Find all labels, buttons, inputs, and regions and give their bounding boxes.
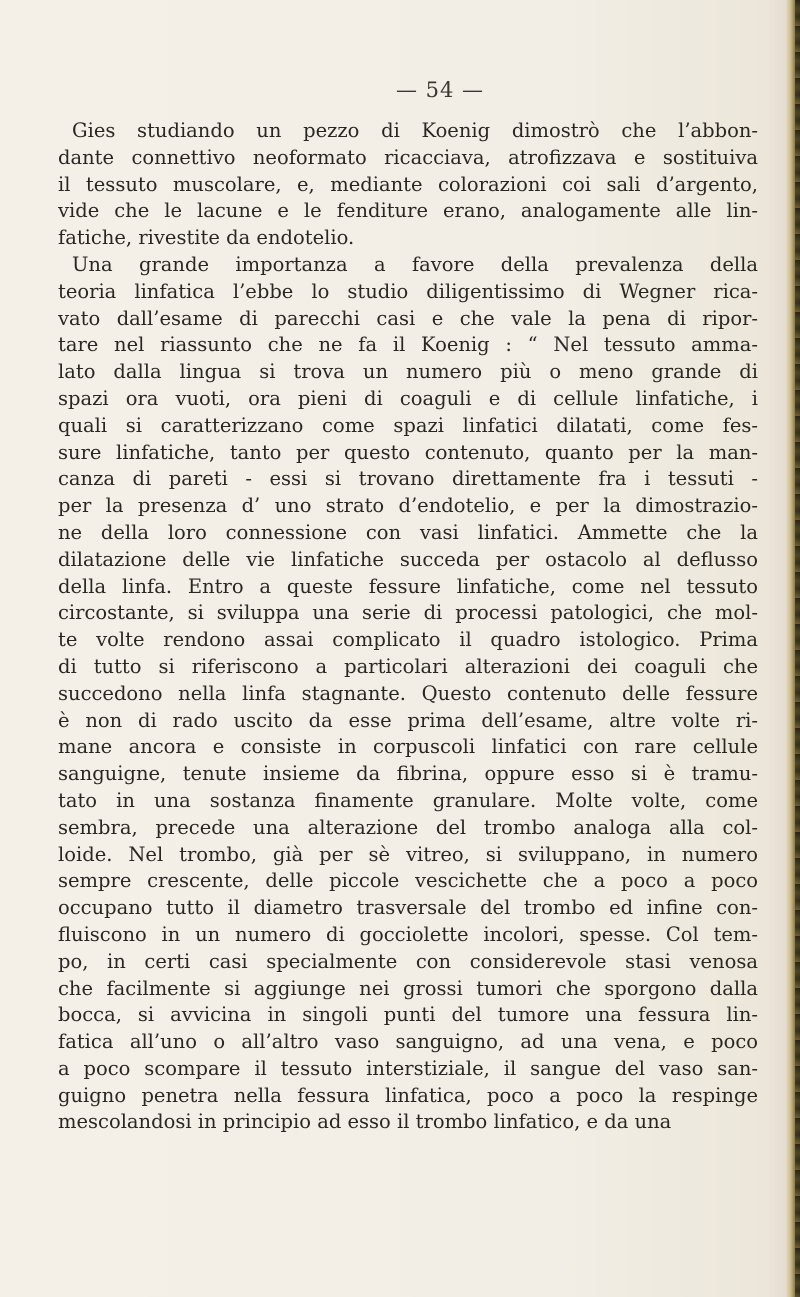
text-line: ne della loro connessione con vasi linfatici. Ammette che la <box>58 520 758 544</box>
text-line: per la presenza d’ uno strato d’endotelio, e per la dimostrazio- <box>58 494 758 518</box>
text-line: fatiche, rivestite da endotelio. <box>58 226 355 250</box>
text-line: dante connettivo neoformato ricacciava, atrofizzava e sostituiva <box>58 145 758 169</box>
text-line: quali si caratterizzano come spazi linfatici dilatati, come fes- <box>58 413 758 437</box>
text-line: teoria linfatica l’ebbe lo studio diligentissimo di Wegner rica- <box>58 279 758 303</box>
text-line: mescolandosi in principio ad esso il trombo linfatico, e da una <box>58 1110 672 1134</box>
text-line: vide che le lacune e le fenditure erano, analogamente alle lin- <box>58 199 758 223</box>
text-line: dilatazione delle vie linfatiche succeda per ostacolo al deflusso <box>58 547 758 571</box>
text-line: sure linfatiche, tanto per questo contenuto, quanto per la man- <box>58 440 758 464</box>
text-line: Gies studiando un pezzo di Koenig dimostrò che l’abbon- <box>72 119 758 142</box>
text-line: fatica all’uno o all’altro vaso sanguigno, ad una vena, e poco <box>58 1030 758 1054</box>
text-line: fluiscono in un numero di gocciolette incolori, spesse. Col tem- <box>58 922 758 946</box>
body-text <box>58 118 758 1136</box>
text-line: mane ancora e consiste in corpuscoli linfatici con rare cellule <box>58 735 758 759</box>
text-line: di tutto si riferiscono a particolari alterazioni dei coaguli che <box>58 654 758 678</box>
text-line: sanguigne, tenute insieme da fibrina, oppure esso si è tramu- <box>58 762 758 786</box>
text-line: vato dall’esame di parecchi casi e che vale la pena di ripor- <box>58 306 758 330</box>
text-line: sembra, precede una alterazione del trombo analoga alla col- <box>58 815 758 839</box>
text-line: della linfa. Entro a queste fessure linfatiche, come nel tessuto <box>58 574 758 598</box>
text-line: spazi ora vuoti, ora pieni di coaguli e di cellule linfatiche, i <box>58 386 758 410</box>
page-number: — 54 — <box>395 78 485 102</box>
text-line: canza di pareti - essi si trovano direttamente fra i tessuti - <box>58 467 758 491</box>
text-line: che facilmente si aggiunge nei grossi tumori che sporgono dalla <box>58 976 758 1000</box>
text-line: è non di rado uscito da esse prima dell’esame, altre volte ri- <box>58 708 758 732</box>
text-line: guigno penetra nella fessura linfatica, poco a poco la respinge <box>58 1083 758 1107</box>
text-line: tato in una sostanza finamente granulare. Molte volte, come <box>58 788 758 812</box>
text-line: lato dalla lingua si trova un numero più o meno grande di <box>58 360 758 384</box>
text-line: occupano tutto il diametro trasversale del trombo ed infine con- <box>58 896 758 920</box>
text-line: succedono nella linfa stagnante. Questo contenuto delle fessure <box>58 681 758 705</box>
text-line: te volte rendono assai complicato il quadro istologico. Prima <box>58 628 758 652</box>
text-line: il tessuto muscolare, e, mediante colorazioni coi sali d’argento, <box>58 172 758 196</box>
text-line: circostante, si sviluppa una serie di processi patologici, che mol- <box>58 601 758 625</box>
text-line: po, in certi casi specialmente con considerevole stasi venosa <box>58 949 758 973</box>
text-line: loide. Nel trombo, già per sè vitreo, si sviluppano, in numero <box>58 842 758 866</box>
text-line: tare nel riassunto che ne fa il Koenig : “ Nel tessuto amma- <box>58 333 758 357</box>
text-line: sempre crescente, delle piccole vescichette che a poco a poco <box>58 869 758 893</box>
text-line: a poco scompare il tessuto interstiziale, il sangue del vaso san- <box>58 1056 758 1080</box>
text-line: bocca, si avvicina in singoli punti del tumore una fessura lin- <box>58 1003 758 1027</box>
page-edge <box>786 0 800 1297</box>
text-line: Una grande importanza a favore della prevalenza della <box>72 252 758 276</box>
